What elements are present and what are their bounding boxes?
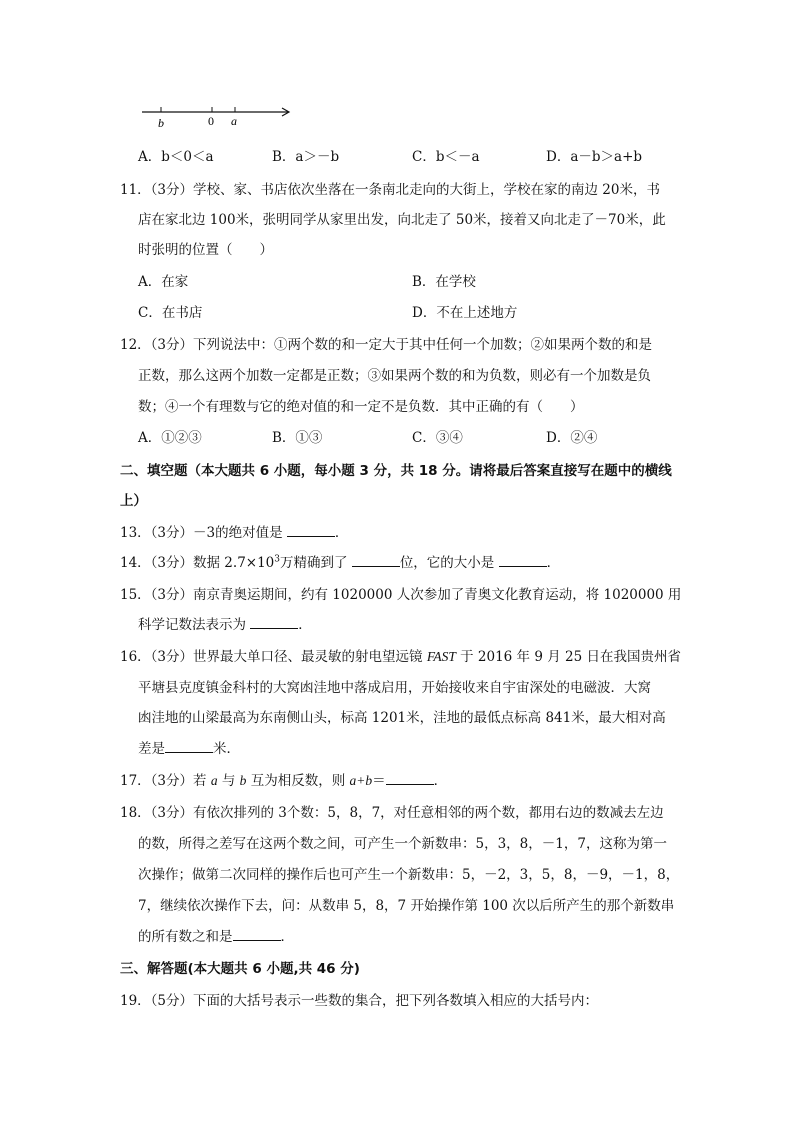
q17-var-b: b xyxy=(239,773,247,788)
q13-end: ． xyxy=(334,525,349,541)
q12-option-b[interactable]: B．①③ xyxy=(272,430,323,446)
q18-line-4: 7，继续依次操作下去，问：从数串 5，8，7 开始操作第 100 次以后所产生的那个新数串 xyxy=(138,898,675,914)
q11-option-c[interactable]: C．在书店 xyxy=(138,305,203,321)
q17-var-a: a xyxy=(210,773,218,788)
q17-text-1: 17．（3分）若 xyxy=(120,773,211,789)
q11-line-3: 时张明的位置（ ） xyxy=(138,242,273,258)
section-3-heading: 三、解答题(本大题共 6 小题,共 46 分) xyxy=(120,961,360,977)
q12-option-a[interactable]: A．①②③ xyxy=(138,430,202,446)
q17-answer-blank[interactable] xyxy=(386,772,434,785)
q15-end: ． xyxy=(298,617,312,633)
q17-end: ． xyxy=(433,773,448,789)
q13-text: 13．（3分）－3的绝对值是 xyxy=(120,525,283,541)
q18-answer-blank[interactable] xyxy=(233,928,281,941)
label-b: b xyxy=(158,116,164,130)
section-2-heading-line-2: 上） xyxy=(120,493,147,509)
q10-option-b[interactable]: B．a＞－b xyxy=(272,149,340,165)
q12-line-2: 正数，那么这两个加数一定都是正数；③如果两个数的和为负数，则必有一个加数是负 xyxy=(138,368,651,384)
label-a: a xyxy=(231,114,237,128)
section-2-heading-line-1: 二、填空题（本大题共 6 小题，每小题 3 分，共 18 分。请将最后答案直接写在题中的横线 xyxy=(120,463,672,479)
q18-line-3: 次操作；做第二次同样的操作后也可产生一个新数串：5，－2，3，5，8，－9，－1，8， xyxy=(138,867,680,883)
q13-answer-blank[interactable] xyxy=(287,524,335,537)
q12-option-d[interactable]: D．②④ xyxy=(546,430,598,446)
q16-fast: FAST xyxy=(426,649,456,664)
q16-end: 米． xyxy=(213,741,240,757)
q14-text: 14．（3分）数据 2.7×10 xyxy=(120,555,275,571)
q18-text-5: 的所有数之和是 xyxy=(138,929,233,945)
q16-text-2: 于 2016 年 9 月 25 日在我国贵州省 xyxy=(455,649,681,665)
q16-line-4 xyxy=(138,737,240,757)
q16-line-2: 平塘县克度镇金科村的大窝凼洼地中落成启用，开始接收来自宇宙深处的电磁波．大窝 xyxy=(138,680,651,696)
q14-text-3: 位，它的大小是 xyxy=(399,555,495,571)
q16-text-1: 16．（3分）世界最大单口径、最灵敏的射电望远镜 xyxy=(120,649,427,665)
q16-line-1 xyxy=(120,645,681,665)
q10-option-d[interactable]: D．a－b＞a+b xyxy=(546,149,643,165)
q12-option-c[interactable]: C．③④ xyxy=(412,430,463,446)
number-line-figure xyxy=(138,100,298,130)
q16-line-3: 凼洼地的山梁最高为东南侧山头，标高 1201米，洼地的最低点标高 841米，最大相对高 xyxy=(138,710,666,726)
q10-option-c[interactable]: C．b＜－a xyxy=(412,149,480,165)
label-0: 0 xyxy=(208,114,214,128)
q10-option-a[interactable]: A．b＜0＜a xyxy=(138,149,214,165)
q11-option-b[interactable]: B．在学校 xyxy=(412,274,476,290)
q15-line-1: 15．（3分）南京青奥运期间，约有 1020000 人次参加了青奥文化教育运动，将 1020000 用 xyxy=(120,587,682,603)
q16-text-4: 差是 xyxy=(138,741,165,757)
q11-line-1: 11．（3分）学校、家、书店依次坐落在一条南北走向的大街上，学校在家的南边 20米，书 xyxy=(120,182,660,198)
q18-line-5 xyxy=(138,925,294,945)
q11-line-2: 店在家北边 100米，张明同学从家里出发，向北走了 50米，接着又向北走了－70米，此 xyxy=(138,212,666,228)
q14-end: ． xyxy=(546,555,561,571)
q14-answer-blank-1[interactable] xyxy=(352,554,400,567)
q12-line-1: 12．（3分）下列说法中：①两个数的和一定大于其中任何一个加数；②如果两个数的和是 xyxy=(120,337,653,353)
q14-answer-blank-2[interactable] xyxy=(499,554,547,567)
q15-line-2 xyxy=(138,613,312,633)
q17-expr: a+b xyxy=(349,773,373,788)
q12-line-3: 数；④一个有理数与它的绝对值的和一定不是负数．其中正确的有（ ） xyxy=(138,399,584,415)
q11-option-d[interactable]: D．不在上述地方 xyxy=(412,305,518,321)
q17-eq: ＝ xyxy=(372,773,386,789)
q15-text: 科学记数法表示为 xyxy=(138,617,246,633)
q19-line-1: 19．（5分）下面的大括号表示一些数的集合，把下列各数填入相应的大括号内： xyxy=(120,993,599,1009)
q11-option-a[interactable]: A．在家 xyxy=(138,274,189,290)
q18-line-1: 18．（3分）有依次排列的 3个数：5，8，7，对任意相邻的两个数，都用右边的数减去左边 xyxy=(120,805,664,821)
q18-line-2: 的数，所得之差写在这两个数之间，可产生一个新数串：5，3，8，－1，7，这称为第一 xyxy=(138,836,667,852)
q14-text-2: 万精确到了 xyxy=(280,555,348,571)
q14 xyxy=(120,551,560,571)
q14-exponent: 3 xyxy=(274,554,281,565)
q17 xyxy=(120,769,447,789)
q17-text-3: 互为相反数，则 xyxy=(246,773,350,789)
q13 xyxy=(120,521,348,541)
q16-answer-blank[interactable] xyxy=(165,740,213,753)
q18-end: ． xyxy=(280,929,294,945)
q17-text-2: 与 xyxy=(217,773,240,789)
q15-answer-blank[interactable] xyxy=(250,616,298,629)
